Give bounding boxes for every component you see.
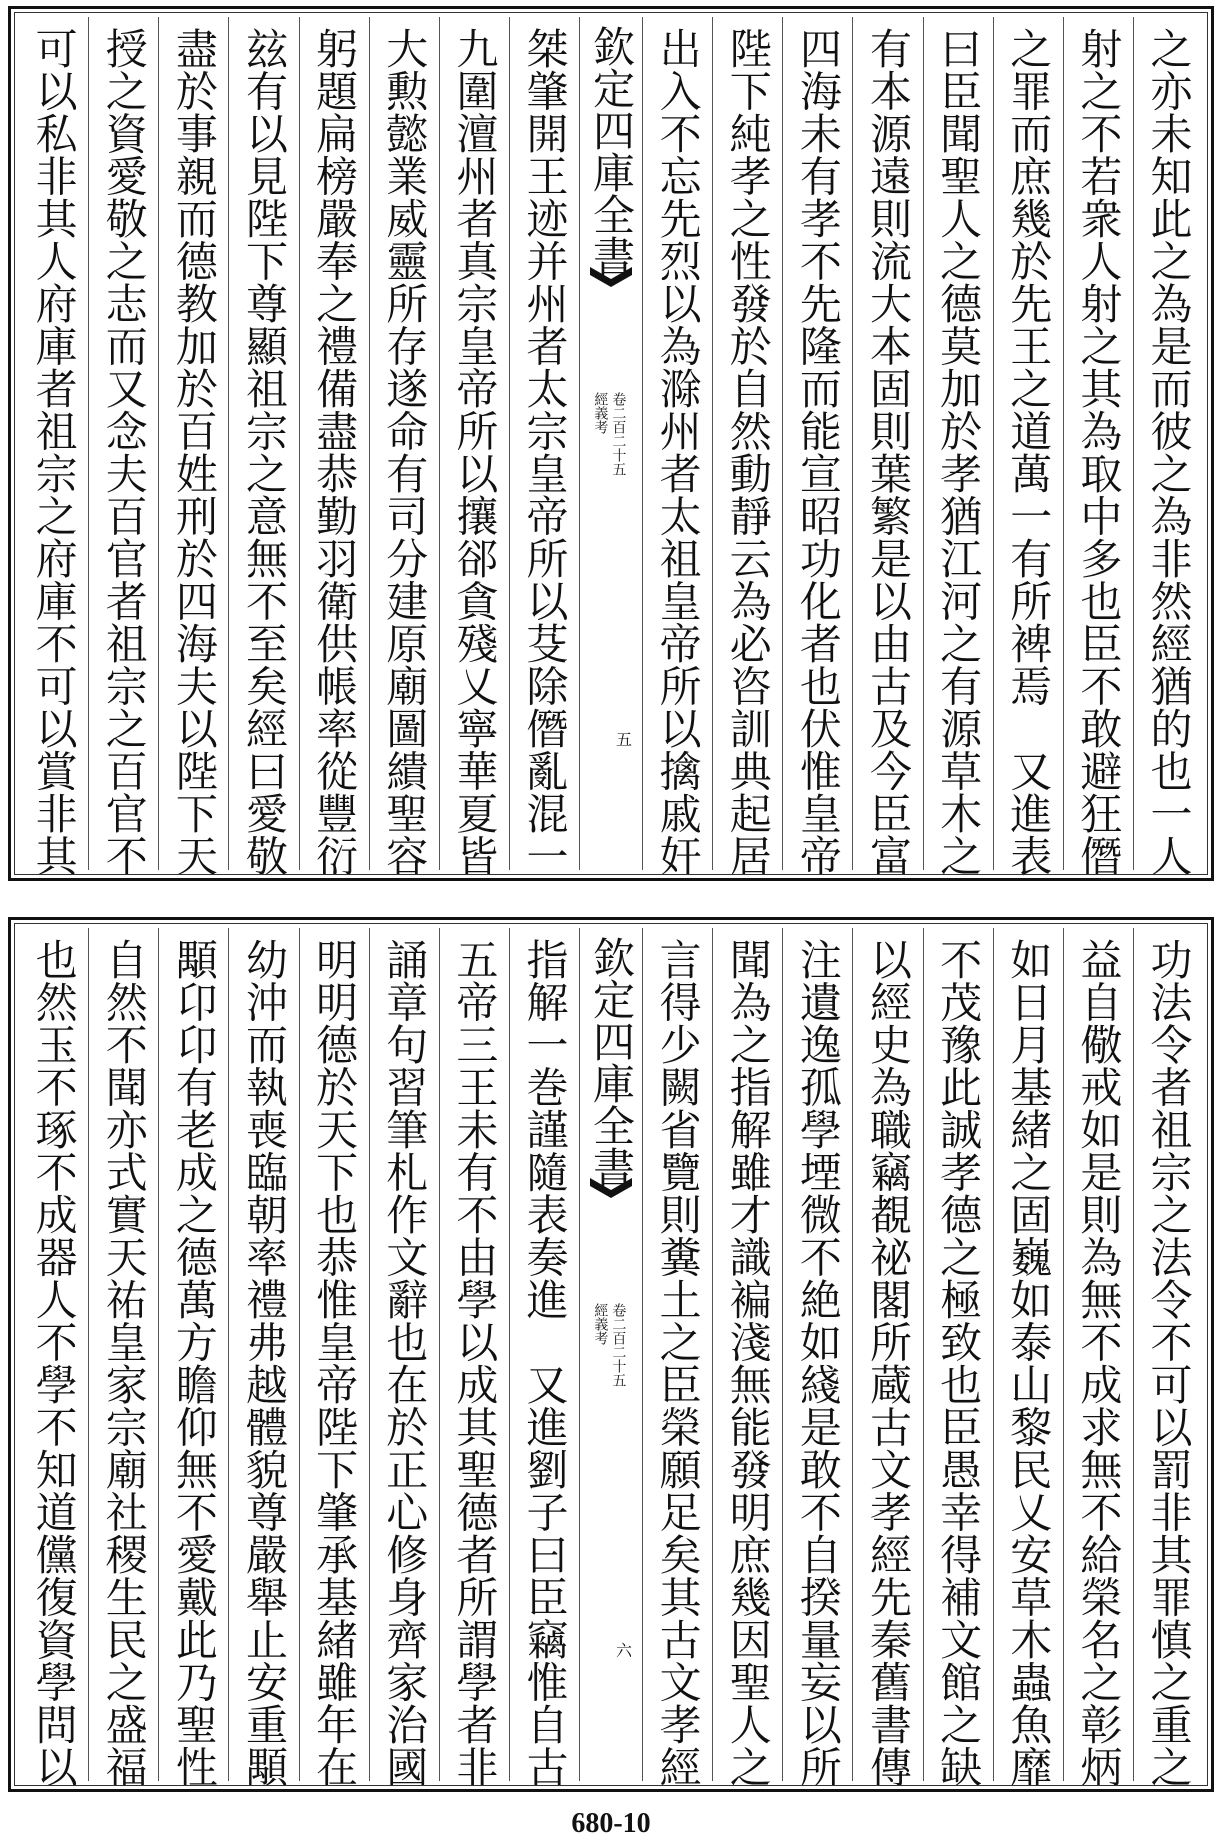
column-text: 益自儆戒如是則為無不成求無不給榮名之彰炳 (1074, 938, 1124, 1788)
column-text: 誦章句習筆札作文辭也在於正心修身齊家治國 (380, 938, 430, 1788)
column-text: 躬題扁榜嚴奉之禮備盡恭勤羽衛供帳率從豐衍 (310, 27, 360, 877)
text-column (369, 17, 439, 877)
text-column (1133, 928, 1203, 1788)
column-text: 不茂豫此誠孝德之極致也臣愚幸得補文館之缺 (934, 938, 984, 1788)
text-column (88, 928, 158, 1788)
center-fold (579, 17, 642, 870)
column-text: 桀肇開王迹并州者太宗皇帝所以芟除僭亂混一 (520, 27, 570, 877)
top-columns (19, 17, 1203, 877)
column-text: 有本源遠則流大本固則葉繁是以由古及今臣富 (863, 27, 913, 877)
text-column (88, 17, 158, 877)
column-text: 四海未有孝不先隆而能宣昭功化者也伏惟皇帝 (793, 27, 843, 877)
column-text: 大勲懿業威靈所存遂命有司分建原廟圖繢聖容 (380, 27, 430, 877)
text-column (993, 17, 1063, 877)
text-column (1133, 17, 1203, 877)
column-text: 盡於事親而德教加於百姓刑於四海夫以陛下天 (169, 27, 219, 877)
volume-label: 卷二百二十五 (610, 392, 627, 476)
text-column (712, 928, 782, 1788)
column-text: 功法令者祖宗之法令不可以罰非其罪慎之重之 (1144, 938, 1194, 1788)
column-text: 顒卬卬有老成之德萬方瞻仰無不愛戴此乃聖性 (169, 938, 219, 1788)
text-column (642, 17, 712, 877)
text-column (782, 928, 852, 1788)
text-column (782, 17, 852, 877)
text-column (369, 928, 439, 1788)
bottom-page (8, 917, 1214, 1792)
text-column (19, 17, 88, 877)
book-title: 經義考 (592, 392, 609, 434)
column-text: 幼沖而執喪臨朝率禮弗越體貌尊嚴舉止安重顒 (239, 938, 289, 1788)
text-column (19, 928, 88, 1788)
text-column (228, 17, 298, 877)
volume-label: 卷二百二十五 (610, 1303, 627, 1387)
column-text: 射之不若衆人射之其為取中多也臣不敢避狂僭 (1074, 27, 1124, 877)
fish-tail-ornament-icon (588, 265, 634, 287)
column-text: 玆有以見陛下尊顯祖宗之意無不至矣經曰愛敬 (239, 27, 289, 877)
center-fold (579, 928, 642, 1781)
fish-tail-ornament-icon (588, 1176, 634, 1198)
text-column (509, 17, 579, 877)
text-column (439, 928, 509, 1788)
text-column (299, 17, 369, 877)
column-text: 授之資愛敬之志而又念夫百官者祖宗之百官不 (99, 27, 149, 877)
book-title: 經義考 (592, 1303, 609, 1345)
text-column (993, 928, 1063, 1788)
book-series-title: 欽定四庫全書 (587, 936, 636, 1188)
text-column (923, 17, 993, 877)
column-text: 自然不聞亦式實天祐皇家宗廟社稷生民之盛福 (99, 938, 149, 1788)
column-text: 之亦未知此之為是而彼之為非然經猶的也一人 (1144, 27, 1194, 877)
text-column (1063, 928, 1133, 1788)
column-text: 如日月基緒之固巍如泰山黎民乂安草木蟲魚靡 (1004, 938, 1054, 1788)
text-column (158, 928, 228, 1788)
column-text: 五帝三王未有不由學以成其聖德者所謂學者非 (450, 938, 500, 1788)
page-footer-number: 680-10 (571, 1808, 651, 1839)
column-text: 陛下純孝之性發於自然動靜云為必咨訓典起居 (723, 27, 773, 877)
page-number: 六 (616, 1641, 633, 1660)
column-text: 之罪而庶幾於先王之道萬一有所裨焉 又進表 (1004, 27, 1054, 877)
column-text: 也然玉不琢不成器人不學不知道儻復資學問以 (29, 938, 79, 1788)
text-column (228, 928, 298, 1788)
text-column (439, 17, 509, 877)
text-column (852, 928, 922, 1788)
book-series-title: 欽定四庫全書 (587, 25, 636, 277)
text-column (158, 17, 228, 877)
top-page (8, 6, 1214, 881)
page-number: 五 (616, 730, 633, 749)
column-text: 聞為之指解雖才識褊淺無能發明庶幾因聖人之 (723, 938, 773, 1788)
text-column (509, 928, 579, 1788)
column-text: 言得少闕省覽則糞土之臣榮願足矣其古文孝經 (653, 938, 703, 1788)
column-text: 九圍澶州者真宗皇帝所以攘郤貪殘乂寧華夏皆 (450, 27, 500, 877)
column-text: 可以私非其人府庫者祖宗之府庫不可以賞非其 (29, 27, 79, 877)
bottom-columns (19, 928, 1203, 1788)
column-text: 指解一巻謹隨表奏進 又進劉子曰臣竊惟自古 (520, 938, 570, 1788)
column-text: 出入不忘先烈以為滁州者太祖皇帝所以擒戚奸 (653, 27, 703, 877)
text-column (852, 17, 922, 877)
column-text: 以經史為職竊覩祕閣所蔵古文孝經先秦舊書傳 (863, 938, 913, 1788)
column-text: 明明德於天下也恭惟皇帝陛下肇承基緒雖年在 (310, 938, 360, 1788)
column-text: 曰臣聞聖人之德莫加於孝猶江河之有源草木之 (934, 27, 984, 877)
text-column (642, 928, 712, 1788)
text-column (299, 928, 369, 1788)
text-column (712, 17, 782, 877)
text-column (1063, 17, 1133, 877)
column-text: 注遺逸孤學堙微不絶如綫是敢不自揆量妄以所 (793, 938, 843, 1788)
text-column (923, 928, 993, 1788)
